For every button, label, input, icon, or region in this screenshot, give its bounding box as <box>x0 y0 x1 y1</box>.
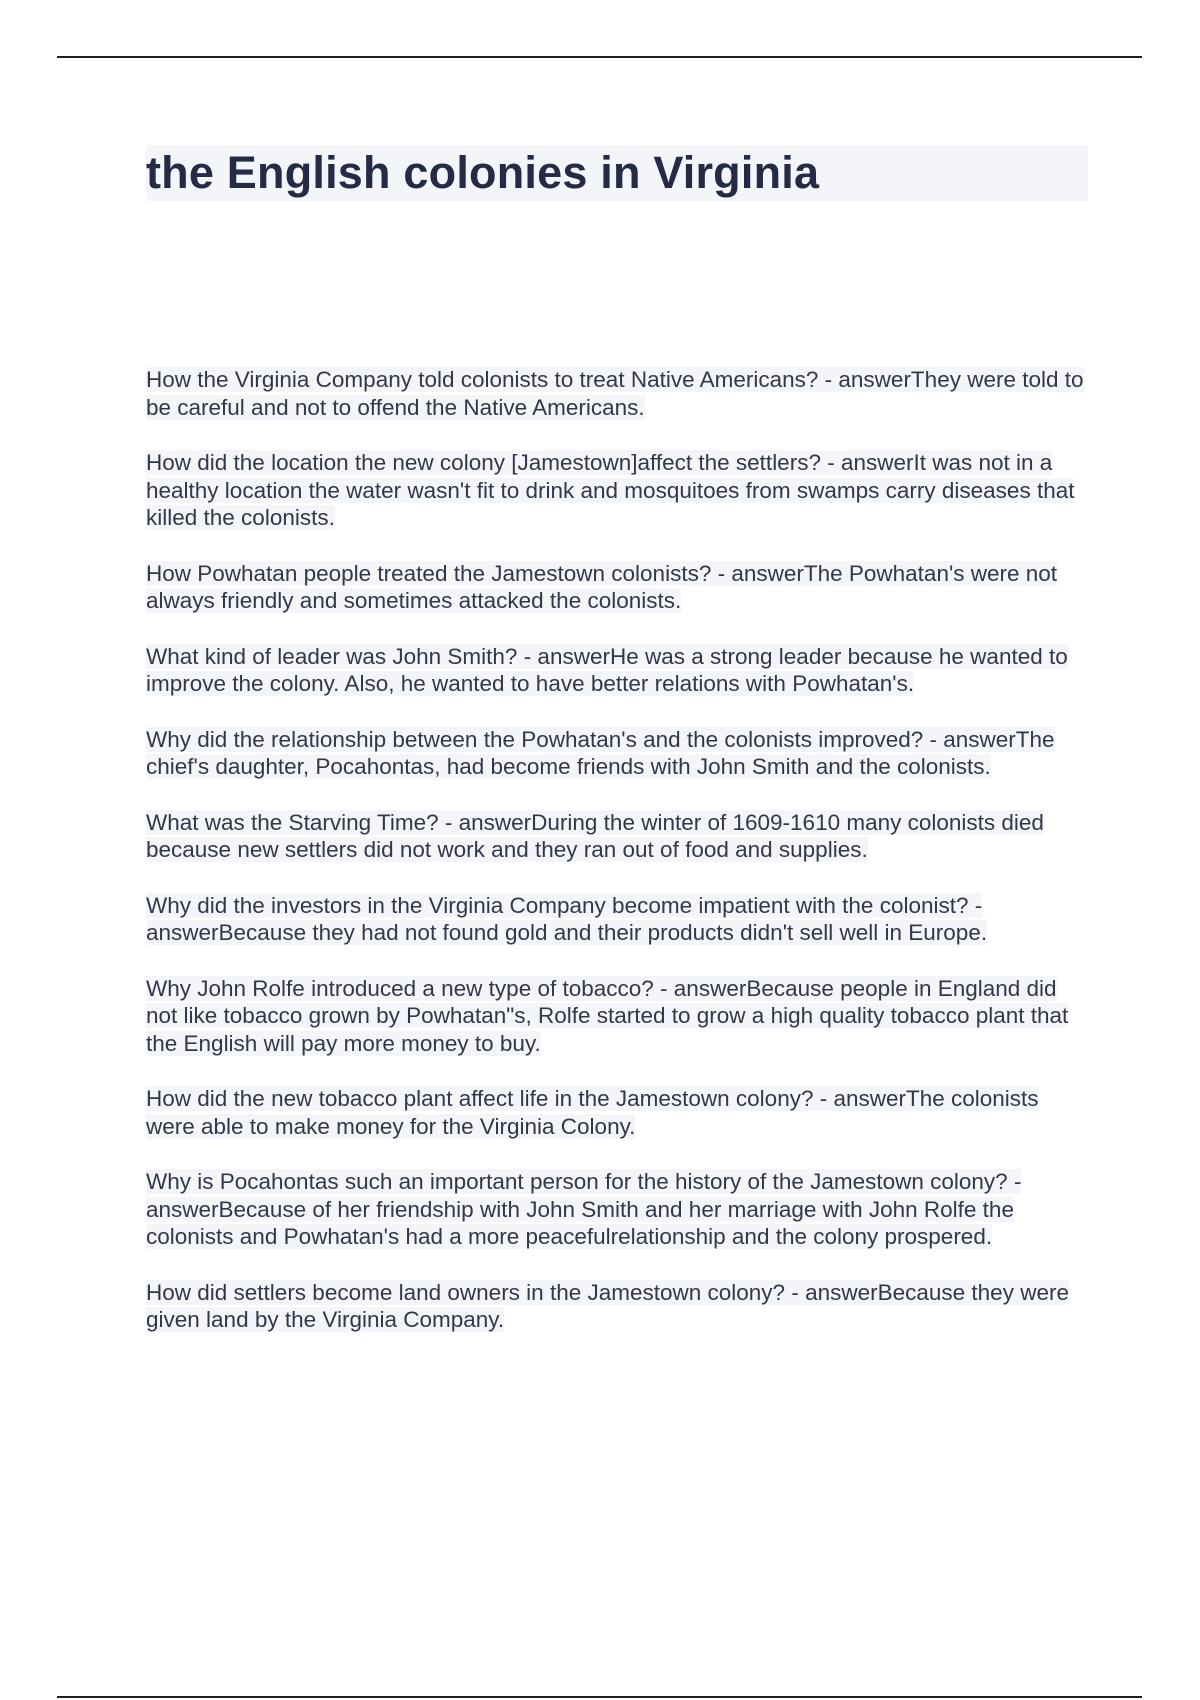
qa-item <box>146 809 1088 864</box>
qa-text: Why is Pocahontas such an important person for the history of the Jamestown colony? - answerBecause of her friendship with John Smith and her marriage with John Rolfe the colonists and Powhatan's had a more peacefulrelationship and the colony prospered. <box>146 1169 1022 1249</box>
bottom-rule <box>57 1696 1142 1698</box>
qa-list <box>146 366 1088 1362</box>
page-title: the English colonies in Virginia <box>146 147 820 198</box>
qa-text: Why John Rolfe introduced a new type of tobacco? - answerBecause people in England did not like tobacco grown by Powhatan"s, Rolfe started to grow a high quality tobacco plant that the English will pay more money to buy. <box>146 975 1069 1056</box>
qa-item <box>146 643 1088 698</box>
qa-item <box>146 1085 1088 1140</box>
qa-text: How did settlers become land owners in the Jamestown colony? - answerBecause they were given land by the Virginia Company. <box>146 1279 1069 1332</box>
qa-item <box>146 1279 1088 1334</box>
qa-text: How Powhatan people treated the Jamestown colonists? - answerThe Powhatan's were not always friendly and sometimes attacked the colonists. <box>146 560 1058 613</box>
qa-text: Why did the relationship between the Powhatan's and the colonists improved? - answerThe chief's daughter, Pocahontas, had become friends with John Smith and the colonists. <box>146 726 1055 779</box>
qa-item <box>146 726 1088 781</box>
top-rule <box>57 56 1142 58</box>
qa-item <box>146 449 1088 532</box>
qa-text: What kind of leader was John Smith? - answerHe was a strong leader because he wanted to improve the colony. Also, he wanted to have better relations with Powhatan's. <box>146 643 1068 696</box>
qa-item <box>146 975 1088 1058</box>
qa-item <box>146 366 1088 421</box>
qa-text: Why did the investors in the Virginia Company become impatient with the colonist? - answerBecause they had not found gold and their products didn't sell well in Europe. <box>146 892 988 945</box>
qa-text: How the Virginia Company told colonists to treat Native Americans? - answerThey were told to be careful and not to offend the Native Americans. <box>146 367 1084 420</box>
qa-item <box>146 1168 1088 1251</box>
qa-text: How did the new tobacco plant affect life in the Jamestown colony? - answerThe colonists were able to make money for the Virginia Colony. <box>146 1086 1039 1139</box>
qa-text: How did the location the new colony [Jamestown]affect the settlers? - answerIt was not in a healthy location the water wasn't fit to drink and mosquitoes from swamps carry diseases that killed the colonists. <box>146 450 1075 530</box>
qa-text: What was the Starving Time? - answerDuring the winter of 1609-1610 many colonists died because new settlers did not work and they ran out of food and supplies. <box>146 809 1044 862</box>
qa-item <box>146 560 1088 615</box>
qa-item <box>146 892 1088 947</box>
